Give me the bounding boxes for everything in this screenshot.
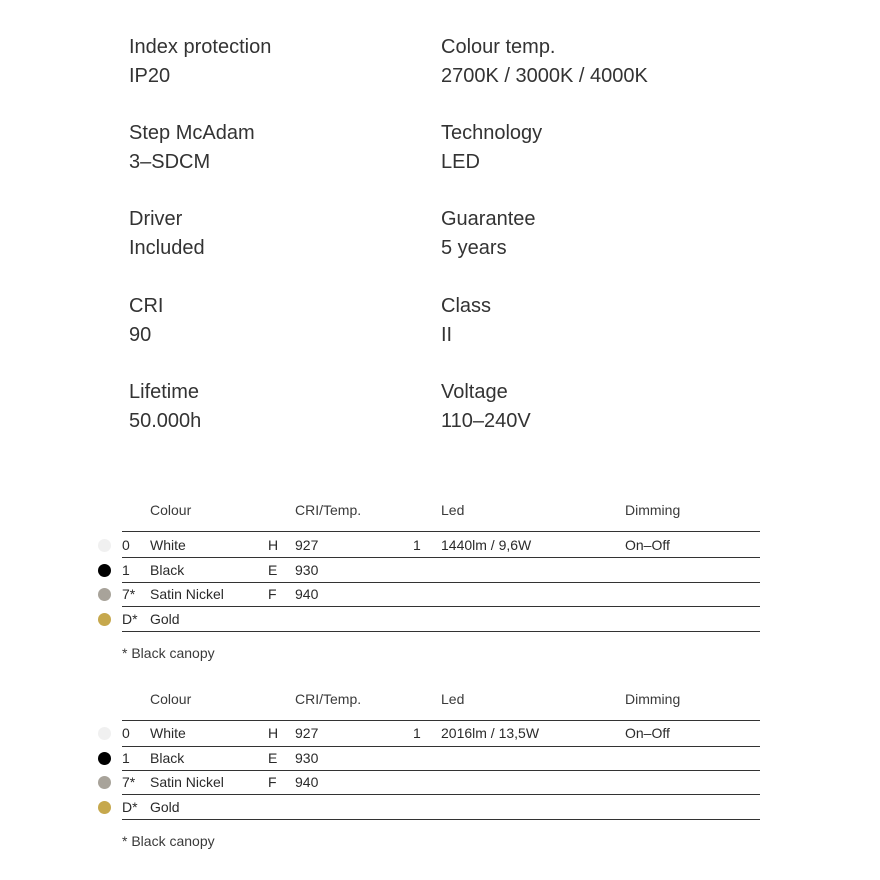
spec-index-protection bbox=[129, 33, 271, 91]
cri-code: F bbox=[268, 586, 277, 602]
spec-label: Index protection bbox=[129, 36, 272, 58]
table-row-white bbox=[0, 721, 880, 745]
cri-temp: 940 bbox=[295, 774, 319, 790]
table-row-gold bbox=[0, 795, 880, 819]
led-qty: 1 bbox=[413, 537, 421, 553]
table-row-white bbox=[0, 533, 880, 557]
satin-nickel-swatch bbox=[98, 588, 111, 601]
colour-name: Black bbox=[150, 562, 185, 578]
spec-value: 90 bbox=[129, 324, 152, 346]
footnote: * Black canopy bbox=[122, 833, 215, 849]
spec-label: Class bbox=[441, 295, 492, 317]
colour-code: 7* bbox=[122, 586, 136, 602]
colour-code: D* bbox=[122, 611, 138, 627]
colour-name: Satin Nickel bbox=[150, 774, 224, 790]
spec-value: 110–240V bbox=[441, 410, 531, 432]
colour-name: White bbox=[150, 725, 186, 741]
table-rule bbox=[122, 531, 760, 532]
gold-swatch bbox=[98, 613, 111, 626]
header-colour: Colour bbox=[150, 691, 192, 707]
spec-step-mcadam bbox=[129, 119, 255, 177]
table-rule bbox=[122, 631, 760, 632]
table-row-satin-nickel bbox=[0, 582, 880, 606]
gold-swatch bbox=[98, 801, 111, 814]
colour-name: Gold bbox=[150, 611, 180, 627]
led-qty: 1 bbox=[413, 725, 421, 741]
colour-name: Black bbox=[150, 750, 185, 766]
footnote: * Black canopy bbox=[122, 645, 215, 661]
spec-value: II bbox=[441, 324, 453, 346]
colour-code: 0 bbox=[122, 725, 130, 741]
table-row-satin-nickel bbox=[0, 770, 880, 794]
spec-label: CRI bbox=[129, 295, 164, 317]
cri-temp: 927 bbox=[295, 725, 319, 741]
spec-value: IP20 bbox=[129, 65, 171, 87]
header-cri-temp: CRI/Temp. bbox=[295, 691, 362, 707]
spec-value: LED bbox=[441, 151, 480, 173]
dimming-value: On–Off bbox=[625, 725, 670, 741]
dimming-value: On–Off bbox=[625, 537, 670, 553]
cri-code: H bbox=[268, 725, 279, 741]
cri-code: H bbox=[268, 537, 279, 553]
colour-code: 1 bbox=[122, 562, 130, 578]
header-colour: Colour bbox=[150, 502, 192, 518]
white-swatch bbox=[98, 539, 111, 552]
cri-temp: 940 bbox=[295, 586, 319, 602]
header-cri-temp: CRI/Temp. bbox=[295, 502, 362, 518]
header-led: Led bbox=[441, 691, 465, 707]
spec-label: Colour temp. bbox=[441, 36, 556, 58]
spec-label: Step McAdam bbox=[129, 122, 255, 144]
satin-nickel-swatch bbox=[98, 776, 111, 789]
colour-code: 7* bbox=[122, 774, 136, 790]
table-rule bbox=[122, 819, 760, 820]
spec-label: Lifetime bbox=[129, 381, 200, 403]
header-led: Led bbox=[441, 502, 465, 518]
spec-voltage bbox=[441, 378, 531, 436]
spec-guarantee bbox=[441, 205, 536, 263]
black-swatch bbox=[98, 752, 111, 765]
colour-name: Satin Nickel bbox=[150, 586, 224, 602]
black-swatch bbox=[98, 564, 111, 577]
spec-driver bbox=[129, 205, 205, 263]
spec-class bbox=[441, 292, 491, 350]
led-output: 2016lm / 13,5W bbox=[441, 725, 540, 741]
spec-label: Voltage bbox=[441, 381, 508, 403]
spec-value: 5 years bbox=[441, 237, 507, 259]
spec-cri bbox=[129, 292, 163, 350]
header-dimming: Dimming bbox=[625, 691, 681, 707]
white-swatch bbox=[98, 727, 111, 740]
colour-name: Gold bbox=[150, 799, 180, 815]
led-output: 1440lm / 9,6W bbox=[441, 537, 532, 553]
spec-value: Included bbox=[129, 237, 205, 259]
colour-code: 0 bbox=[122, 537, 130, 553]
spec-value: 3–SDCM bbox=[129, 151, 211, 173]
spec-label: Guarantee bbox=[441, 208, 536, 230]
spec-value: 50.000h bbox=[129, 410, 202, 432]
cri-temp: 930 bbox=[295, 750, 319, 766]
table-row-gold bbox=[0, 607, 880, 631]
colour-code: D* bbox=[122, 799, 138, 815]
cri-code: E bbox=[268, 562, 278, 578]
cri-code: E bbox=[268, 750, 278, 766]
colour-name: White bbox=[150, 537, 186, 553]
header-dimming: Dimming bbox=[625, 502, 681, 518]
spec-label: Technology bbox=[441, 122, 543, 144]
colour-code: 1 bbox=[122, 750, 130, 766]
cri-temp: 930 bbox=[295, 562, 319, 578]
table-row-black bbox=[0, 746, 880, 770]
spec-label: Driver bbox=[129, 208, 183, 230]
spec-value: 2700K / 3000K / 4000K bbox=[441, 65, 648, 87]
cri-code: F bbox=[268, 774, 277, 790]
cri-temp: 927 bbox=[295, 537, 319, 553]
table-row-black bbox=[0, 558, 880, 582]
spec-lifetime bbox=[129, 378, 201, 436]
spec-colour-temp bbox=[441, 33, 648, 91]
spec-technology bbox=[441, 119, 542, 177]
